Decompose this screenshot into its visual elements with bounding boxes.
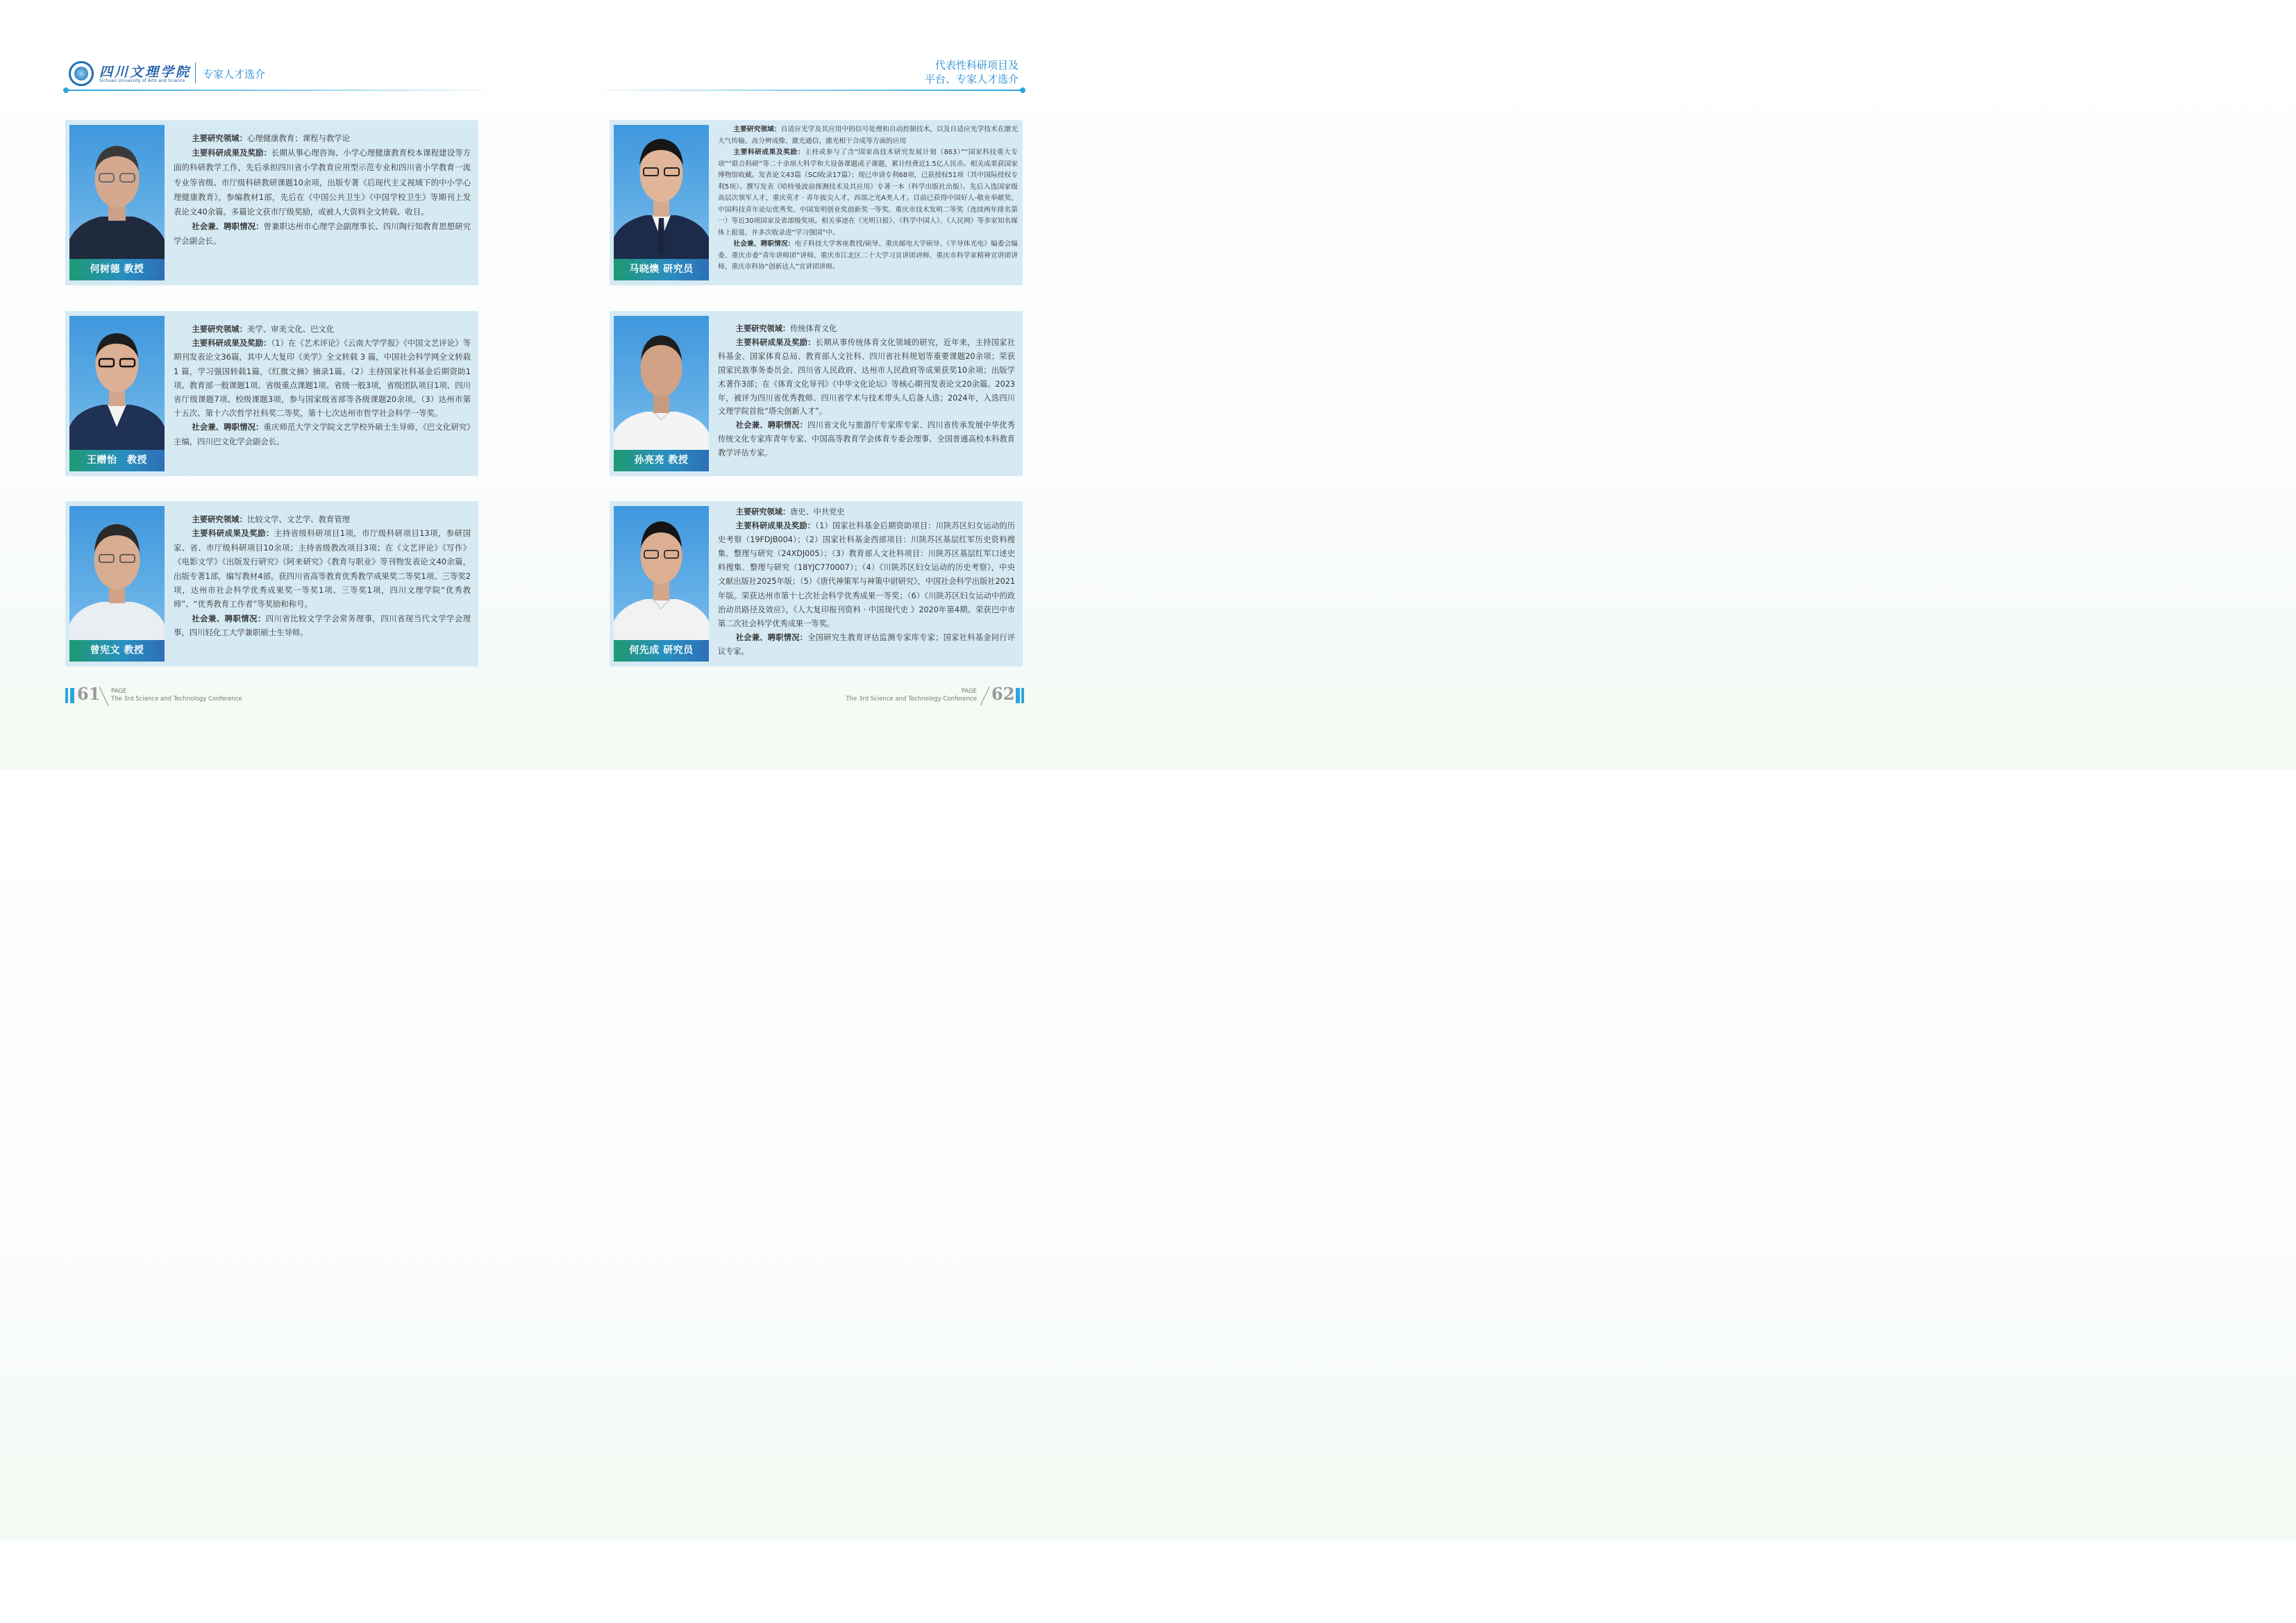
expert-bio: 主要研究领域：心理健康教育；课程与教学论 主要科研成果及奖励：长期从事心理咨询、小学心理健康教育校本课程建设等方面的科研教学工作，先后承担四川省小学教育应用型示范专业和四川省小学教育一流专业等省级、市厅级科研教研课题10余项，出版专著《后现代主义视域下的中小学心理健康教育》，参编教材1部，先后在《中国公共卫生》《中国学校卫生》等期刊上发表论文40余篇。多篇论文获市厅级奖励，或被人大资料全文转载、收目。 社会兼、聘职情况：曾兼职达州市心理学会副理事长、四川陶行知教育思想研究学会副会长。 (174, 133, 471, 246)
university-logo-english: Sichuan University of Arts and Science (99, 78, 185, 83)
conference-name-left: The 3rd Science and Technology Conference (111, 696, 242, 703)
page-number-right: 62 (991, 684, 1015, 704)
expert-bio: 主要研究领域：自适应光学及其应用中的信号处理和自动控制技术，以及自适应光学技术在激光大气传输、高分辨成像、激光通信、激光相干合成等方面的应用 主要科研成果及奖励：主持或参与了含“国家高技术研究发展计划（863）”“国家科技重大专项”“联合科研”等二十余项大科学和大设备课题或子课题，累计经费近1.5亿人民币。相关成果获国家博物馆收藏。发表论文43篇（SCI收录17篇）；现已申请专利68项，已获授权51项（其中国际授权专利5项）。撰写发表《哈特曼波前探测技术及其应用》专著一本（科学出版社出版）。先后入选国家级高层次领军人才，重庆英才 · 青年拔尖人才，西部之光A类人才。目前已获得中国好人-敬业奉献奖、中国科技青年论坛优秀奖、中国发明创业奖创新奖一等奖、重庆市技术发明二等奖（连续两年排名第一）等近30项国家及省部级奖项。相关事迹在《光明日报》、《科学中国人》、《人民网》等多家知名媒体上报道，并多次收录进“学习强国”中。 社会兼、聘职情况：电子科技大学客座教授/硕导、重庆邮电大学硕导、《半导体光电》编委会编委、重庆市委“青年讲师团”讲师、重庆市江北区二十大学习宣讲团讲师、重庆市科学家精神宣讲团讲师、重庆市科协“创新达人”宣讲团讲师。 (718, 126, 1019, 271)
right-title-line2: 平台、专家人才选介 (924, 73, 1019, 85)
expert-bio: 主要研究领域：传统体育文化 主要科研成果及奖励：长期从事传统体育文化领域的研究，近年来，主持国家社科基金、国家体育总局、教育部人文社科、四川省社科规划等重要课题20余项；荣获国家民族事务委员会、四川省人民政府、达州市人民政府等成果获奖10余项；出版学术著作3部；在《体育文化导刊》《中华文化论坛》等核心期刊发表论文20余篇。2023年，被评为四川省优秀教师、四川省学术与技术带头人后备人选；2024年，入选四川文理学院首批“塔尖创新人才”。 社会兼、聘职情况：四川省文化与旅游厅专家库专家、四川省传承发展中华优秀传统文化专家库青年专家、中国高等教育学会体育专委会理事、全国普通高校本科教育教学评估专家。 (718, 324, 1015, 458)
expert-bio: 主要研究领域：美学、审美文化、巴文化 主要科研成果及奖励：（1）在《艺术评论》《云南大学学报》《中国文艺评论》等期刊发表论文36篇，其中人大复印《美学》全文转载 3 篇，中国社会科学网全文转载 1 篇，学习强国转载1篇，《红旗文摘》摘录1篇。（2）主持国家社科基金后期资助1项、教育部一般课题1项、省级重点课题1项、省级一般3项，省级团队项目1项、四川省厅级课题7项、校级课题3项，参与国家级省部等各级课题20余项。（3）达州市第十五次、第十六次哲学社科奖二等奖，第十七次达州市哲学社会科学一等奖。 社会兼、聘职情况：重庆师范大学文学院文艺学校外硕士生导师，《巴文化研究》主编，四川巴文化学会副会长。 (174, 324, 471, 446)
expert-portrait (69, 316, 165, 471)
person-silhouette-icon (69, 125, 165, 280)
person-silhouette-icon (69, 316, 165, 471)
header-rule-left (66, 90, 483, 91)
person-silhouette-icon (614, 506, 709, 662)
expert-portrait (614, 125, 709, 280)
expert-name: 何树德 教授 (69, 259, 165, 280)
left-section-title: 专家人才选介 (203, 68, 266, 81)
person-silhouette-icon (69, 506, 165, 662)
expert-portrait (614, 316, 709, 471)
university-logo-emblem (69, 61, 94, 86)
header-rule-dot-right (1020, 87, 1025, 93)
expert-card (65, 501, 478, 666)
right-title-line1: 代表性科研项目及 (935, 59, 1019, 72)
expert-name: 王赠怡 教授 (69, 450, 165, 471)
page-number-left: 61 (77, 684, 101, 704)
expert-portrait (69, 506, 165, 662)
footer-accent-bar-left-2 (70, 688, 74, 703)
footer-slash-left (99, 687, 109, 706)
expert-name: 何先成 研究员 (614, 640, 709, 662)
expert-name: 孙亮亮 教授 (614, 450, 709, 471)
expert-name: 马晓燠 研究员 (614, 259, 709, 280)
university-logo-name: 四川文理学院 (99, 65, 192, 80)
footer-accent-bar-right (1021, 688, 1024, 703)
expert-card (610, 501, 1023, 666)
expert-card (610, 120, 1023, 285)
expert-portrait (614, 506, 709, 662)
footer-slash-right (980, 687, 990, 706)
page-label-right: PAGE (961, 688, 977, 695)
header-rule-right (606, 90, 1023, 91)
page-label-left: PAGE (111, 688, 127, 695)
person-silhouette-icon (614, 316, 709, 471)
expert-card (65, 311, 478, 476)
header-separator (195, 62, 196, 83)
expert-card (65, 120, 478, 285)
expert-name: 曾宪文 教授 (69, 640, 165, 662)
conference-name-right: The 3rd Science and Technology Conference (846, 696, 977, 703)
expert-bio: 主要研究领域：比较文学、文艺学、教育管理 主要科研成果及奖励：主持省级科研项目1项，市厅级科研项目13项，参研国家、省、市厅级科研项目10余项；主持省级教改项目3项；在《文艺评论》《写作》《电影文学》《出版发行研究》《阿来研究》《教育与职业》等刊物发表论文40余篇，出版专著1部，编写教材4部。获四川省高等教育优秀教学成果奖二等奖1项、三等奖2项，达州市社会科学优秀成果奖一等奖1项、三等奖1项，四川文理学院“优秀教师”、“优秀教育工作者”等奖励和称号。 社会兼、聘职情况：四川省比较文学学会常务理事，四川省现当代文学学会理事，四川轻化工大学兼职硕士生导师。 (174, 514, 471, 638)
expert-card (610, 311, 1023, 476)
footer-accent-bar-left (65, 688, 68, 703)
footer-accent-bar-right-2 (1016, 688, 1020, 703)
expert-portrait (69, 125, 165, 280)
expert-bio: 主要研究领域：唐史、中共党史 主要科研成果及奖励：（1）国家社科基金后期资助项目：川陕苏区妇女运动的历史考察（19FDJB004）；（2）国家社科基金西部项目：川陕苏区基层红军历史资料搜集、整理与研究（24XDJ005）；（3）教育部人文社科项目：川陕苏区基层红军口述史料搜集、整理与研究（18YJC770007）；（4）《川陕苏区妇女运动的历史考察》，中央文献出版社2025年版；（5）《唐代神策军与神策中尉研究》，中国社会科学出版社2021年版。荣获达州市第十七次社会科学优秀成果一等奖；（6）《川陕苏区妇女运动中的政治动员路径及效应》，《人大复印报刊资料 · 中国现代史 》2020年第4期。荣获巴中市第二次社会科学优秀成果一等奖。 社会兼、聘职情况：全国研究生教育评估监测专家库专家；国家社科基金同行评议专家。 (718, 507, 1015, 656)
person-silhouette-icon (614, 125, 709, 280)
right-section-title (925, 58, 1019, 86)
